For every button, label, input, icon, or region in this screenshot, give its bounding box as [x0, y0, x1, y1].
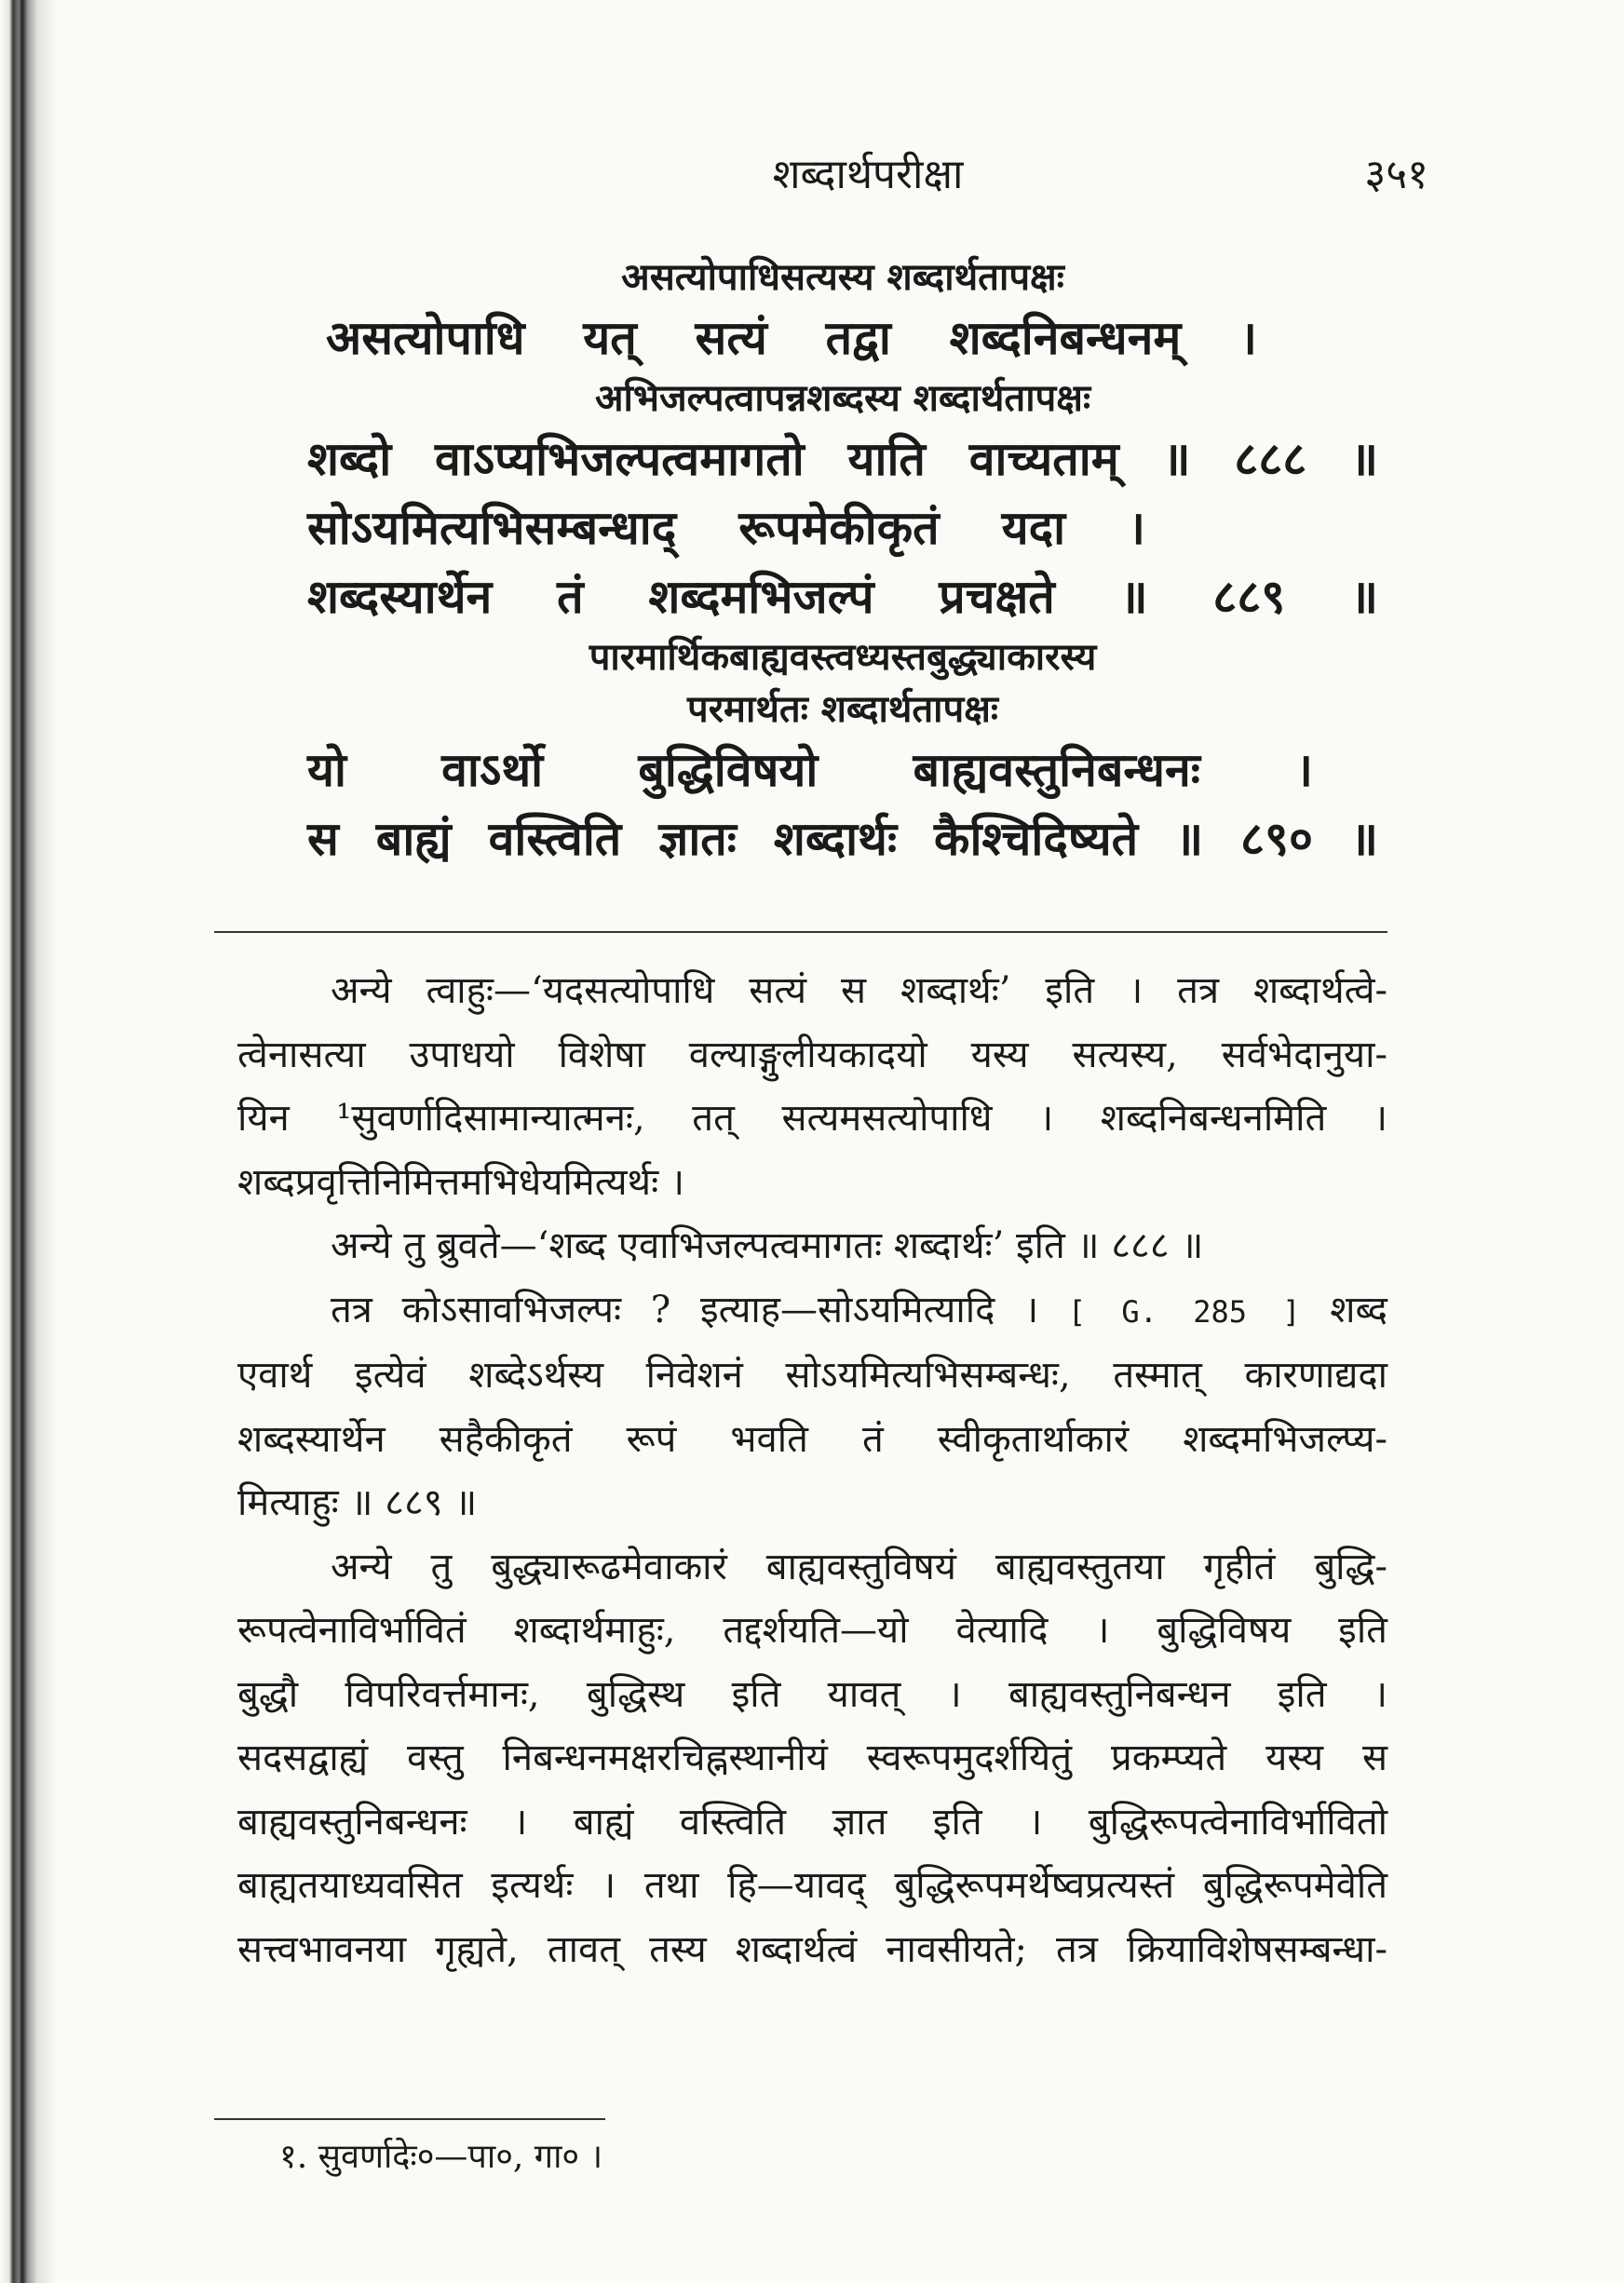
verse-caption: अभिजल्पत्वापन्नशब्दस्य शब्दार्थतापक्षः: [594, 376, 1091, 420]
commentary-line: यिन ¹सुवर्णादिसामान्यात्मनः, तत् सत्यमसत्योपाधि । शब्दनिबन्धनमिति ।: [237, 1097, 1387, 1140]
page-number: ३५१: [1364, 151, 1428, 198]
edition-reference: [ G. 285 ]: [1067, 1293, 1301, 1330]
commentary-line: त्वेनासत्या उपाधयो विशेषा वल्याङ्गुलीयकादयो यस्य सत्यस्य, सर्वभेदानुया-: [237, 1033, 1387, 1076]
page-header: [307, 144, 1428, 200]
verse-line: असत्योपाधि यत् सत्यं तद्वा शब्दनिबन्धनम् ।: [326, 310, 1257, 365]
section-divider: [214, 931, 1387, 933]
book-binding-edge: [0, 0, 60, 2283]
verse-line: यो वाऽर्थो बुद्धिविषयो बाह्यवस्तुनिबन्धनः ।: [307, 742, 1313, 797]
commentary-line: बाह्यवस्तुनिबन्धनः । बाह्यं वस्त्विति ज्ञात इति । बुद्धिरूपत्वेनाविर्भावितो: [237, 1800, 1387, 1844]
commentary-line: अन्ये तु बुद्ध्यारूढमेवाकारं बाह्यवस्तुविषयं बाह्यवस्तुतया गृहीतं बुद्धि-: [331, 1545, 1387, 1588]
commentary-line: तत्र कोऽसावभिजल्पः ? इत्याह—सोऽयमित्यादि । [ G. 285 ] शब्द: [331, 1288, 1388, 1331]
verse-caption: पारमार्थिकबाह्यवस्त्वध्यस्तबुद्ध्याकारस्य: [589, 635, 1097, 679]
commentary-line: शब्दप्रवृत्तिनिमित्तमभिधेयमित्यर्थः ।: [237, 1160, 685, 1204]
commentary-line: मित्याहुः ॥ ८८९ ॥: [237, 1481, 478, 1524]
commentary-line: बाह्यतयाध्यवसित इत्यर्थः । तथा हि—यावद् बुद्धिरूपमर्थेष्वप्रत्यस्तं बुद्धिरूपमेवेति: [237, 1864, 1387, 1907]
verse-line: शब्दो वाऽप्यभिजल्पत्वमागतो याति वाच्यताम् ॥ ८८८ ॥: [307, 431, 1378, 486]
commentary-line: बुद्धौ विपरिवर्त्तमानः, बुद्धिस्थ इति यावत् । बाह्यवस्तुनिबन्धन इति ।: [237, 1672, 1387, 1716]
verse-section: [307, 251, 1378, 873]
commentary-line: रूपत्वेनाविर्भावितं शब्दार्थमाहुः, तद्दर्शयति—यो वेत्यादि । बुद्धिविषय इति: [237, 1609, 1387, 1652]
verse-caption: असत्योपाधिसत्यस्य शब्दार्थतापक्षः: [621, 255, 1064, 299]
commentary-line: एवार्थ इत्येवं शब्देऽर्थस्य निवेशनं सोऽयमित्यभिसम्बन्धः, तस्मात् कारणाद्यदा: [237, 1354, 1387, 1397]
verse-line: स बाह्यं वस्त्विति ज्ञातः शब्दार्थः कैश्चिदिष्यते ॥ ८९० ॥: [307, 811, 1378, 866]
verse-caption: परमार्थतः शब्दार्थतापक्षः: [686, 687, 999, 731]
commentary-line: अन्ये तु ब्रुवते—‘शब्द एवाभिजल्पत्वमागतः शब्दार्थः’ इति ॥ ८८८ ॥: [331, 1224, 1204, 1267]
commentary-line: शब्दस्यार्थेन सहैकीकृतं रूपं भवति तं स्वीकृतार्थाकारं शब्दमभिजल्प्य-: [237, 1417, 1387, 1461]
verse-line: सोऽयमित्यभिसम्बन्धाद् रूपमेकीकृतं यदा ।: [307, 500, 1145, 555]
verse-line: शब्दस्यार्थेन तं शब्दमभिजल्पं प्रचक्षते ॥ ८८९ ॥: [307, 569, 1378, 624]
footnote: १. सुवर्णादेः०—पा०, गा० ।: [279, 2138, 603, 2176]
commentary-line: सत्त्वभावनया गृह्यते, तावत् तस्य शब्दार्थत्वं नावसीयते; तत्र क्रियाविशेषसम्बन्धा-: [237, 1927, 1387, 1971]
commentary: [237, 959, 1387, 1981]
footnote-divider: [214, 2118, 605, 2120]
running-title: शब्दार्थपरीक्षा: [772, 151, 964, 198]
commentary-line: अन्ये त्वाहुः—‘यदसत्योपाधि सत्यं स शब्दार्थः’ इति । तत्र शब्दार्थत्वे-: [331, 969, 1387, 1012]
commentary-line: सदसद्वाह्यं वस्तु निबन्धनमक्षरचिह्नस्थानीयं स्वरूपमुदर्शयितुं प्रकम्प्यते यस्य स: [237, 1736, 1387, 1779]
